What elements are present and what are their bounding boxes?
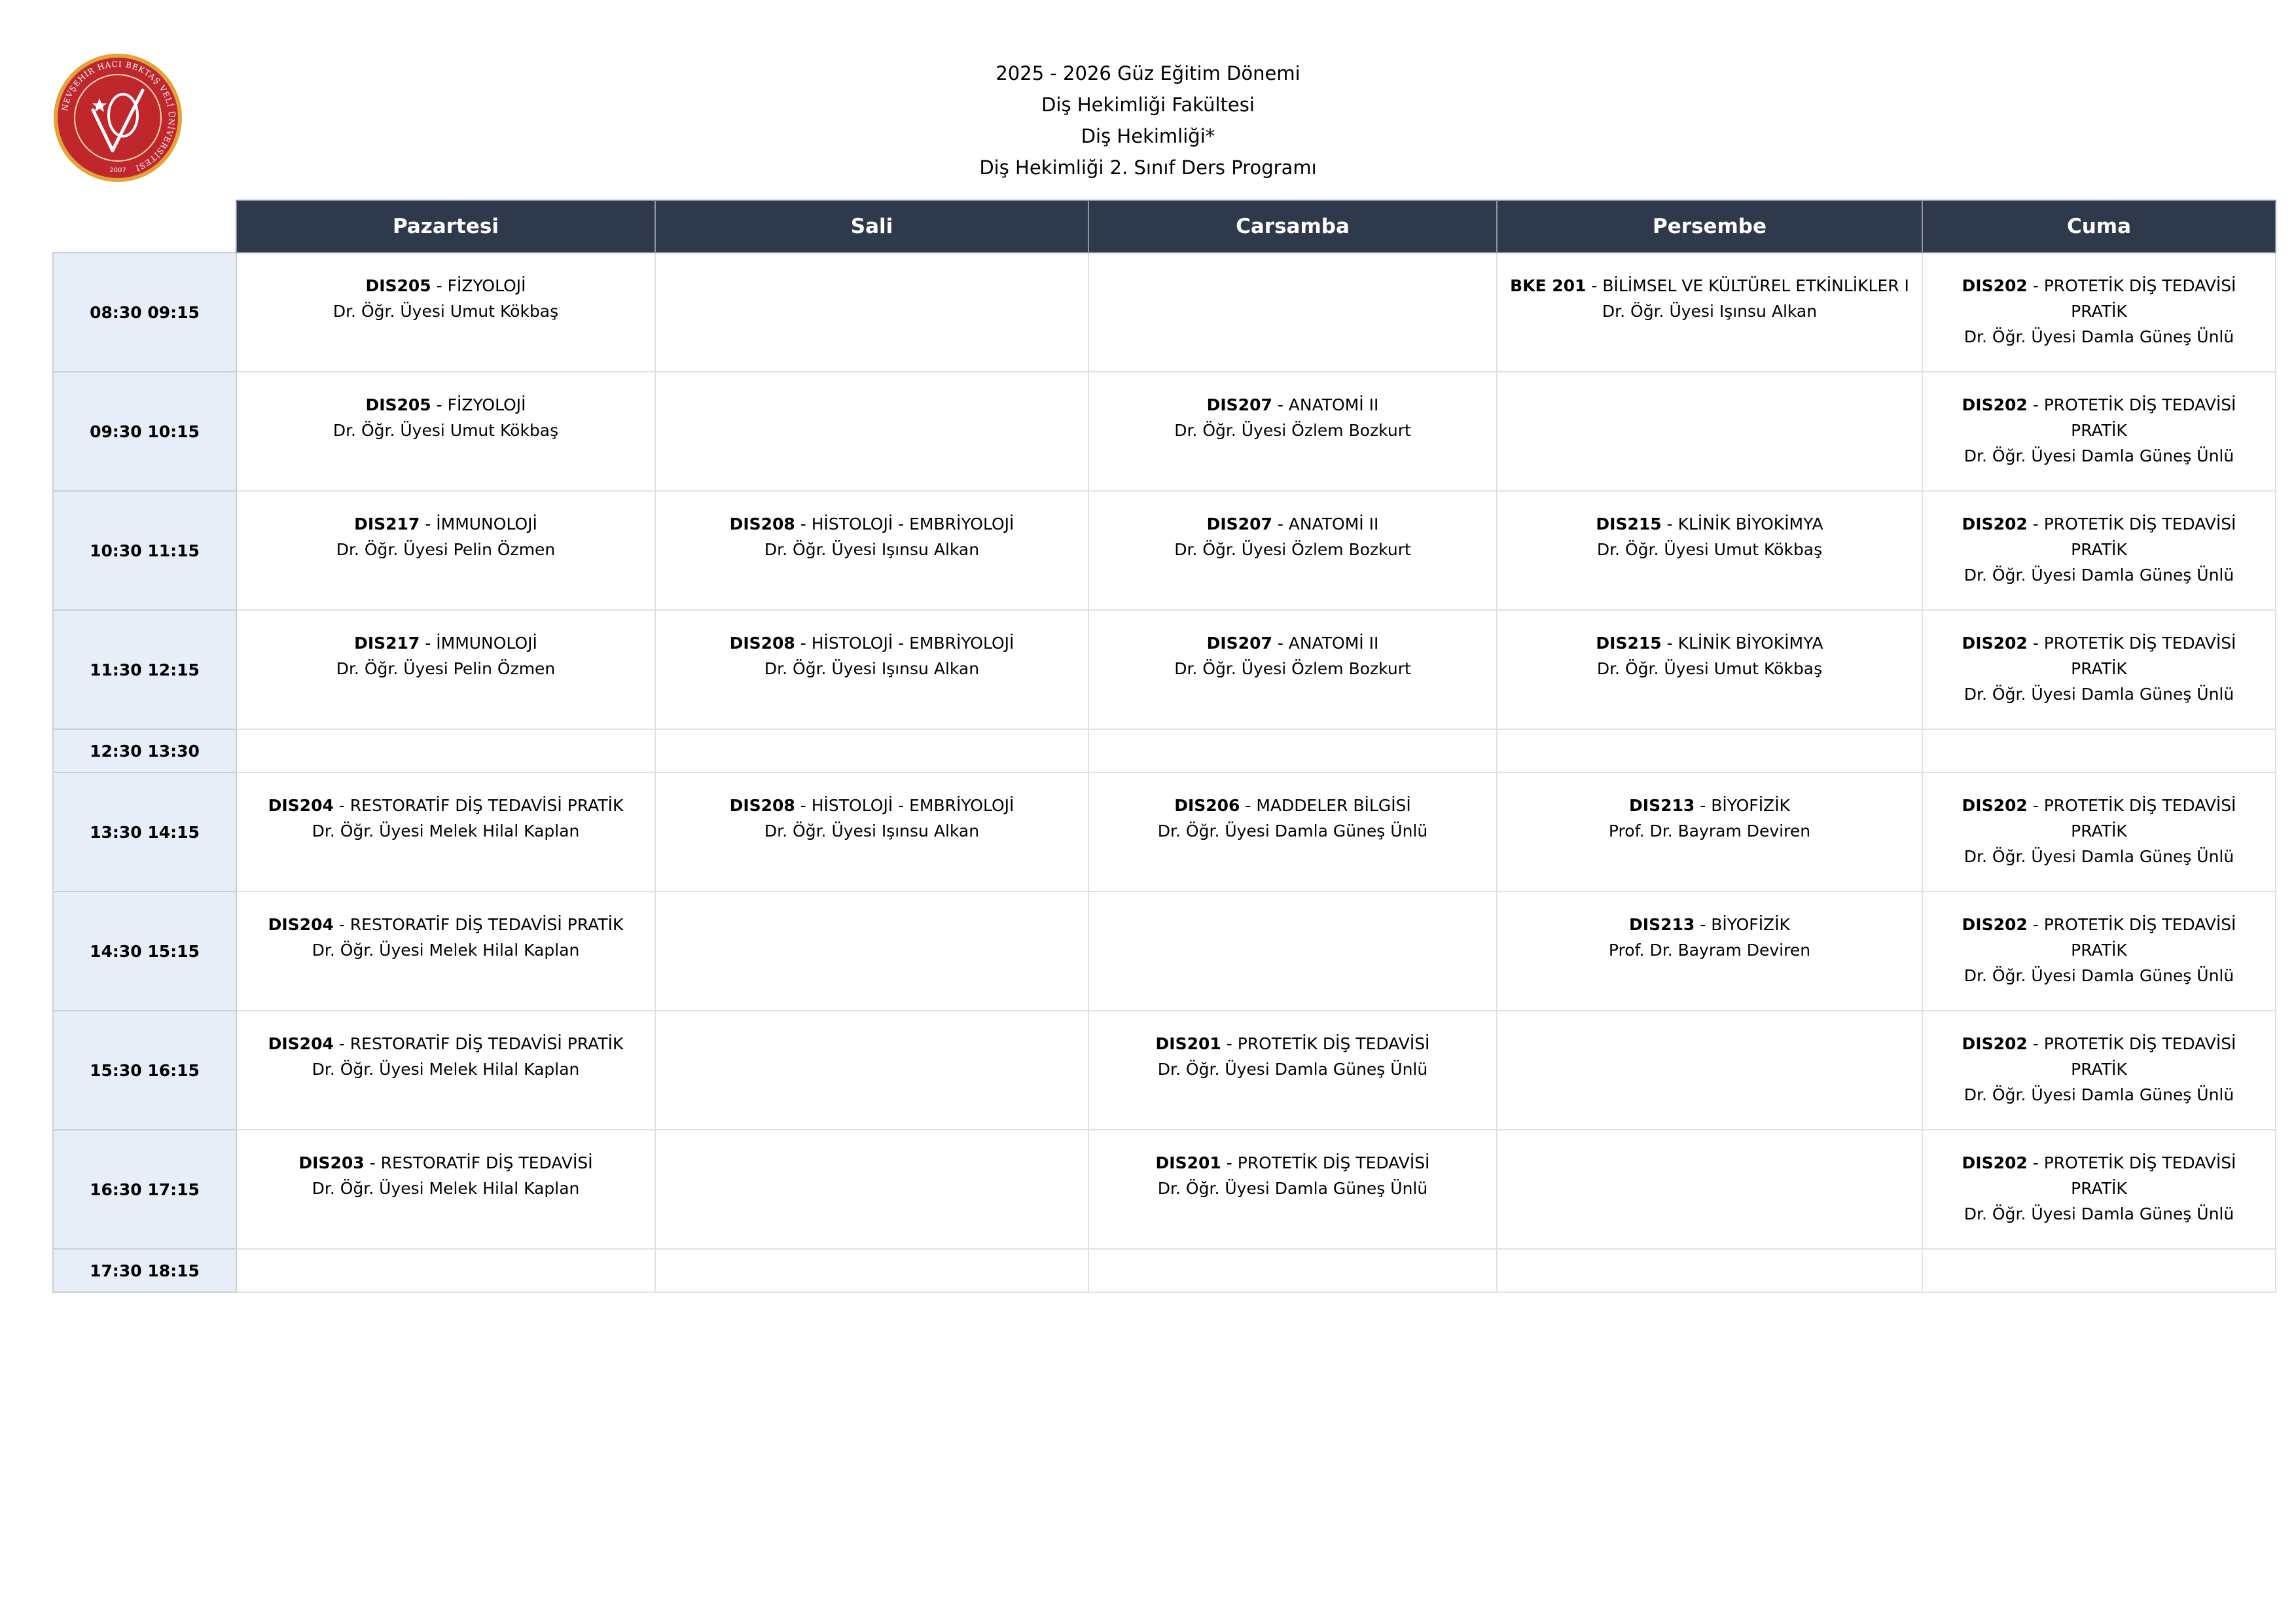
course-cell [1922,1130,2276,1249]
time-slot-label: 15:30 16:15 [53,1011,236,1130]
empty-cell [655,729,1088,772]
course-code: DIS202 [1962,796,2028,815]
course-title: PROTETİK DİŞ TEDAVİSİ [1237,1153,1430,1172]
course-code: DIS204 [268,796,334,815]
course-code: DIS213 [1629,796,1695,815]
course-title-line [1101,793,1484,818]
course-cell [236,1130,655,1249]
course-title: PROTETİK DİŞ TEDAVİSİ PRATİK [2043,395,2236,440]
time-slot-row [53,253,2276,372]
course-separator: - [2027,796,2044,815]
time-slot-row [53,729,2276,772]
course-cell [1088,772,1497,892]
course-instructor: Dr. Öğr. Üyesi Damla Güneş Ünlü [1964,327,2234,346]
course-entry [1509,492,1910,562]
course-code: DIS207 [1206,514,1272,533]
course-code: DIS208 [729,514,795,533]
course-entry [1935,372,2263,469]
course-title: PROTETİK DİŞ TEDAVİSİ PRATİK [2043,1153,2236,1198]
course-cell [1922,253,2276,372]
course-cell [1088,372,1497,491]
course-separator: - [2027,276,2044,295]
course-entry [249,773,643,844]
course-code: DIS205 [365,276,431,295]
course-title-line [668,511,1076,537]
course-entry [1101,492,1484,562]
course-separator: - [1272,514,1289,533]
course-entry [1935,1130,2263,1227]
course-cell [236,610,655,729]
course-separator: - [2027,915,2044,934]
course-cell [1088,1130,1497,1249]
course-code: DIS208 [729,634,795,653]
course-separator: - [2027,514,2044,533]
time-slot-label: 12:30 13:30 [53,729,236,772]
course-separator: - [795,796,812,815]
time-slot-row [53,610,2276,729]
course-title-line [1935,511,2263,562]
time-slot-row [53,372,2276,491]
svg-text:NEVŞEHİR HACI BEKTAŞ VELİ ÜNİV: NEVŞEHİR HACI BEKTAŞ VELİ ÜNİVERSİTESİ [60,59,177,173]
program-title: Diş Hekimliği 2. Sınıf Ders Programı [979,156,1317,179]
course-title: ANATOMİ II [1288,514,1379,533]
course-separator: - [1586,276,1603,295]
course-instructor: Dr. Öğr. Üyesi Damla Güneş Ünlü [1157,1060,1428,1079]
course-instructor: Dr. Öğr. Üyesi Umut Kökbaş [332,421,559,440]
empty-cell [655,253,1088,372]
course-title: MADDELER BİLGİSİ [1256,796,1411,815]
course-title: ANATOMİ II [1288,634,1379,653]
course-instructor: Dr. Öğr. Üyesi Işınsu Alkan [1602,302,1818,321]
course-entry [668,492,1076,562]
course-instructor: Dr. Öğr. Üyesi Damla Güneş Ünlü [1964,1085,2234,1104]
course-title: BİLİMSEL VE KÜLTÜREL ETKİNLİKLER I [1602,276,1909,295]
time-slot-row [53,491,2276,610]
schedule-body [53,253,2276,1292]
course-separator: - [420,514,437,533]
course-separator: - [2027,395,2044,414]
course-separator: - [1240,796,1257,815]
course-title-line [1935,1150,2263,1201]
course-cell [655,772,1088,892]
course-title: PROTETİK DİŞ TEDAVİSİ PRATİK [2043,276,2236,321]
course-instructor: Dr. Öğr. Üyesi Damla Güneş Ünlü [1964,685,2234,704]
course-instructor: Dr. Öğr. Üyesi Melek Hilal Kaplan [312,941,580,960]
corner-cell [53,200,236,253]
course-separator: - [1221,1153,1238,1172]
course-instructor: Dr. Öğr. Üyesi Özlem Bozkurt [1174,421,1411,440]
empty-cell [1088,1249,1497,1292]
course-title: HİSTOLOJİ - EMBRİYOLOJİ [811,796,1014,815]
course-code: DIS206 [1174,796,1240,815]
course-instructor: Dr. Öğr. Üyesi Damla Güneş Ünlü [1157,1179,1428,1198]
course-instructor: Dr. Öğr. Üyesi Pelin Özmen [336,659,556,678]
course-title-line [1101,511,1484,537]
course-instructor: Dr. Öğr. Üyesi Damla Güneş Ünlü [1964,847,2234,866]
course-code: DIS208 [729,796,795,815]
empty-cell [236,729,655,772]
course-entry [249,1011,643,1082]
course-entry [1935,611,2263,707]
empty-cell [1497,1011,1922,1130]
course-title-line [249,793,643,818]
course-title-line [249,912,643,937]
schedule-table [52,200,2276,1293]
course-title: HİSTOLOJİ - EMBRİYOLOJİ [811,634,1014,653]
course-code: DIS202 [1962,276,2028,295]
course-code: DIS213 [1629,915,1695,934]
course-instructor: Dr. Öğr. Üyesi Damla Güneş Ünlü [1157,821,1428,840]
course-entry [249,253,643,324]
course-title-line [1935,1031,2263,1082]
course-entry [1101,372,1484,443]
course-title-line [249,511,643,537]
time-slot-label: 14:30 15:15 [53,892,236,1011]
course-code: DIS202 [1962,1153,2028,1172]
course-code: DIS207 [1206,634,1272,653]
course-title-line [249,1031,643,1056]
course-title: FİZYOLOJİ [447,276,526,295]
day-header-row [53,200,2276,253]
course-entry [1935,773,2263,869]
day-header: Sali [655,200,1088,253]
svg-text:2007: 2007 [109,167,126,174]
course-title-line [1509,912,1910,937]
course-cell [1497,610,1922,729]
course-title: RESTORATİF DİŞ TEDAVİSİ [380,1153,593,1172]
course-title-line [1935,630,2263,681]
course-title-line [668,793,1076,818]
course-title-line [1101,1031,1484,1056]
course-title-line [249,392,643,418]
course-title: BİYOFİZİK [1711,915,1790,934]
course-instructor: Prof. Dr. Bayram Deviren [1608,821,1811,840]
course-title-line [249,273,643,298]
course-title: PROTETİK DİŞ TEDAVİSİ PRATİK [2043,796,2236,840]
course-title-line [249,630,643,656]
course-cell [1088,491,1497,610]
course-separator: - [364,1153,381,1172]
course-title: KLİNİK BİYOKİMYA [1677,634,1823,653]
course-title-line [1509,511,1910,537]
course-cell [655,491,1088,610]
course-instructor: Dr. Öğr. Üyesi Melek Hilal Kaplan [312,1179,580,1198]
course-code: DIS207 [1206,395,1272,414]
course-instructor: Dr. Öğr. Üyesi Melek Hilal Kaplan [312,821,580,840]
course-code: DIS201 [1155,1153,1221,1172]
course-code: DIS202 [1962,1034,2028,1053]
course-title-line [1935,273,2263,324]
course-separator: - [2027,1153,2044,1172]
course-instructor: Dr. Öğr. Üyesi Melek Hilal Kaplan [312,1060,580,1079]
course-title: İMMUNOLOJİ [436,634,537,653]
course-title: RESTORATİF DİŞ TEDAVİSİ PRATİK [350,796,624,815]
course-instructor: Dr. Öğr. Üyesi Damla Güneş Ünlü [1964,966,2234,985]
day-header: Pazartesi [236,200,655,253]
course-entry [1101,773,1484,844]
course-cell [1088,610,1497,729]
course-separator: - [333,796,350,815]
course-entry [1935,892,2263,988]
course-separator: - [333,915,350,934]
empty-cell [236,1249,655,1292]
course-code: DIS202 [1962,915,2028,934]
time-slot-label: 09:30 10:15 [53,372,236,491]
course-cell [1088,1011,1497,1130]
course-title-line [1101,1150,1484,1176]
time-slot-row [53,1130,2276,1249]
course-title: BİYOFİZİK [1711,796,1790,815]
course-instructor: Dr. Öğr. Üyesi Işınsu Alkan [764,540,980,559]
document-header [0,58,2296,183]
course-cell [236,772,655,892]
course-separator: - [333,1034,350,1053]
course-separator: - [1695,796,1712,815]
course-cell [1497,772,1922,892]
course-code: BKE 201 [1510,276,1587,295]
course-title-line [1935,793,2263,844]
course-instructor: Dr. Öğr. Üyesi Umut Kökbaş [1596,540,1823,559]
course-title-line [1935,912,2263,963]
course-instructor: Dr. Öğr. Üyesi Damla Güneş Ünlü [1964,1204,2234,1223]
course-instructor: Dr. Öğr. Üyesi Işınsu Alkan [764,821,980,840]
course-separator: - [1661,634,1678,653]
course-instructor: Dr. Öğr. Üyesi Özlem Bozkurt [1174,659,1411,678]
course-title: PROTETİK DİŞ TEDAVİSİ PRATİK [2043,514,2236,559]
day-header: Cuma [1922,200,2276,253]
course-code: DIS201 [1155,1034,1221,1053]
course-instructor: Dr. Öğr. Üyesi Özlem Bozkurt [1174,540,1411,559]
course-entry [668,611,1076,681]
course-entry [1509,611,1910,681]
course-cell [1922,1011,2276,1130]
course-code: DIS202 [1962,395,2028,414]
empty-cell [655,1130,1088,1249]
course-title: PROTETİK DİŞ TEDAVİSİ [1237,1034,1430,1053]
time-slot-row [53,892,2276,1011]
time-slot-label: 11:30 12:15 [53,610,236,729]
course-entry [249,492,643,562]
empty-cell [1088,729,1497,772]
course-entry [1509,253,1910,324]
term-title: 2025 - 2026 Güz Eğitim Dönemi [996,62,1300,84]
course-entry [1509,773,1910,844]
course-title: RESTORATİF DİŞ TEDAVİSİ PRATİK [350,1034,624,1053]
course-cell [1922,892,2276,1011]
course-separator: - [795,514,812,533]
course-cell [236,253,655,372]
course-entry [249,372,643,443]
empty-cell [1497,1130,1922,1249]
faculty-title: Diş Hekimliği Fakültesi [1041,94,1255,116]
course-entry [249,1130,643,1201]
empty-cell [1497,729,1922,772]
time-slot-row [53,772,2276,892]
course-cell [1497,491,1922,610]
time-slot-row [53,1011,2276,1130]
course-code: DIS202 [1962,514,2028,533]
course-title: HİSTOLOJİ - EMBRİYOLOJİ [811,514,1014,533]
course-separator: - [1661,514,1678,533]
course-separator: - [1221,1034,1238,1053]
course-code: DIS205 [365,395,431,414]
course-title-line [1509,273,1910,298]
empty-cell [1922,729,2276,772]
course-entry [1935,492,2263,588]
course-code: DIS217 [354,514,420,533]
course-cell [1922,372,2276,491]
course-code: DIS215 [1596,514,1662,533]
course-instructor: Dr. Öğr. Üyesi Pelin Özmen [336,540,556,559]
course-separator: - [2027,634,2044,653]
course-cell [1497,892,1922,1011]
course-instructor: Dr. Öğr. Üyesi Işınsu Alkan [764,659,980,678]
course-code: DIS215 [1596,634,1662,653]
course-separator: - [431,276,448,295]
course-cell [1922,772,2276,892]
course-title: ANATOMİ II [1288,395,1379,414]
empty-cell [1088,892,1497,1011]
course-title-line [1509,793,1910,818]
course-separator: - [1272,634,1289,653]
course-title: KLİNİK BİYOKİMYA [1677,514,1823,533]
course-separator: - [1695,915,1712,934]
empty-cell [655,1249,1088,1292]
course-instructor: Dr. Öğr. Üyesi Damla Güneş Ünlü [1964,446,2234,465]
course-title: FİZYOLOJİ [447,395,526,414]
empty-cell [1922,1249,2276,1292]
course-code: DIS217 [354,634,420,653]
course-separator: - [431,395,448,414]
course-cell [236,1011,655,1130]
empty-cell [1088,253,1497,372]
course-entry [1935,253,2263,350]
course-title-line [1101,630,1484,656]
course-code: DIS203 [298,1153,365,1172]
course-cell [236,892,655,1011]
course-title: PROTETİK DİŞ TEDAVİSİ PRATİK [2043,634,2236,678]
day-header: Carsamba [1088,200,1497,253]
time-slot-label: 10:30 11:15 [53,491,236,610]
course-entry [1101,611,1484,681]
time-slot-label: 08:30 09:15 [53,253,236,372]
course-title-line [1101,392,1484,418]
course-cell [1922,610,2276,729]
course-code: DIS202 [1962,634,2028,653]
course-entry [249,611,643,681]
course-instructor: Dr. Öğr. Üyesi Damla Güneş Ünlü [1964,566,2234,585]
course-separator: - [795,634,812,653]
course-title: PROTETİK DİŞ TEDAVİSİ PRATİK [2043,915,2236,960]
course-title: RESTORATİF DİŞ TEDAVİSİ PRATİK [350,915,624,934]
course-separator: - [2027,1034,2044,1053]
course-title-line [1509,630,1910,656]
course-title-line [1935,392,2263,443]
time-slot-label: 17:30 18:15 [53,1249,236,1292]
course-instructor: Prof. Dr. Bayram Deviren [1608,941,1811,960]
course-cell [1497,253,1922,372]
course-title: PROTETİK DİŞ TEDAVİSİ PRATİK [2043,1034,2236,1079]
time-slot-label: 13:30 14:15 [53,772,236,892]
course-cell [655,610,1088,729]
time-slot-label: 16:30 17:15 [53,1130,236,1249]
empty-cell [1497,372,1922,491]
course-title-line [668,630,1076,656]
empty-cell [1497,1249,1922,1292]
course-cell [236,491,655,610]
course-separator: - [1272,395,1289,414]
course-cell [236,372,655,491]
empty-cell [655,892,1088,1011]
course-entry [1509,892,1910,963]
empty-cell [655,372,1088,491]
course-cell [1922,491,2276,610]
course-entry [1101,1011,1484,1082]
day-header: Persembe [1497,200,1922,253]
course-code: DIS204 [268,915,334,934]
course-separator: - [420,634,437,653]
course-instructor: Dr. Öğr. Üyesi Umut Kökbaş [1596,659,1823,678]
course-entry [249,892,643,963]
course-entry [1935,1011,2263,1108]
time-slot-row [53,1249,2276,1292]
course-code: DIS204 [268,1034,334,1053]
department-title: Diş Hekimliği* [1081,125,1215,147]
course-title: İMMUNOLOJİ [436,514,537,533]
course-instructor: Dr. Öğr. Üyesi Umut Kökbaş [332,302,559,321]
course-entry [1101,1130,1484,1201]
empty-cell [655,1011,1088,1130]
course-title-line [249,1150,643,1176]
course-entry [668,773,1076,844]
